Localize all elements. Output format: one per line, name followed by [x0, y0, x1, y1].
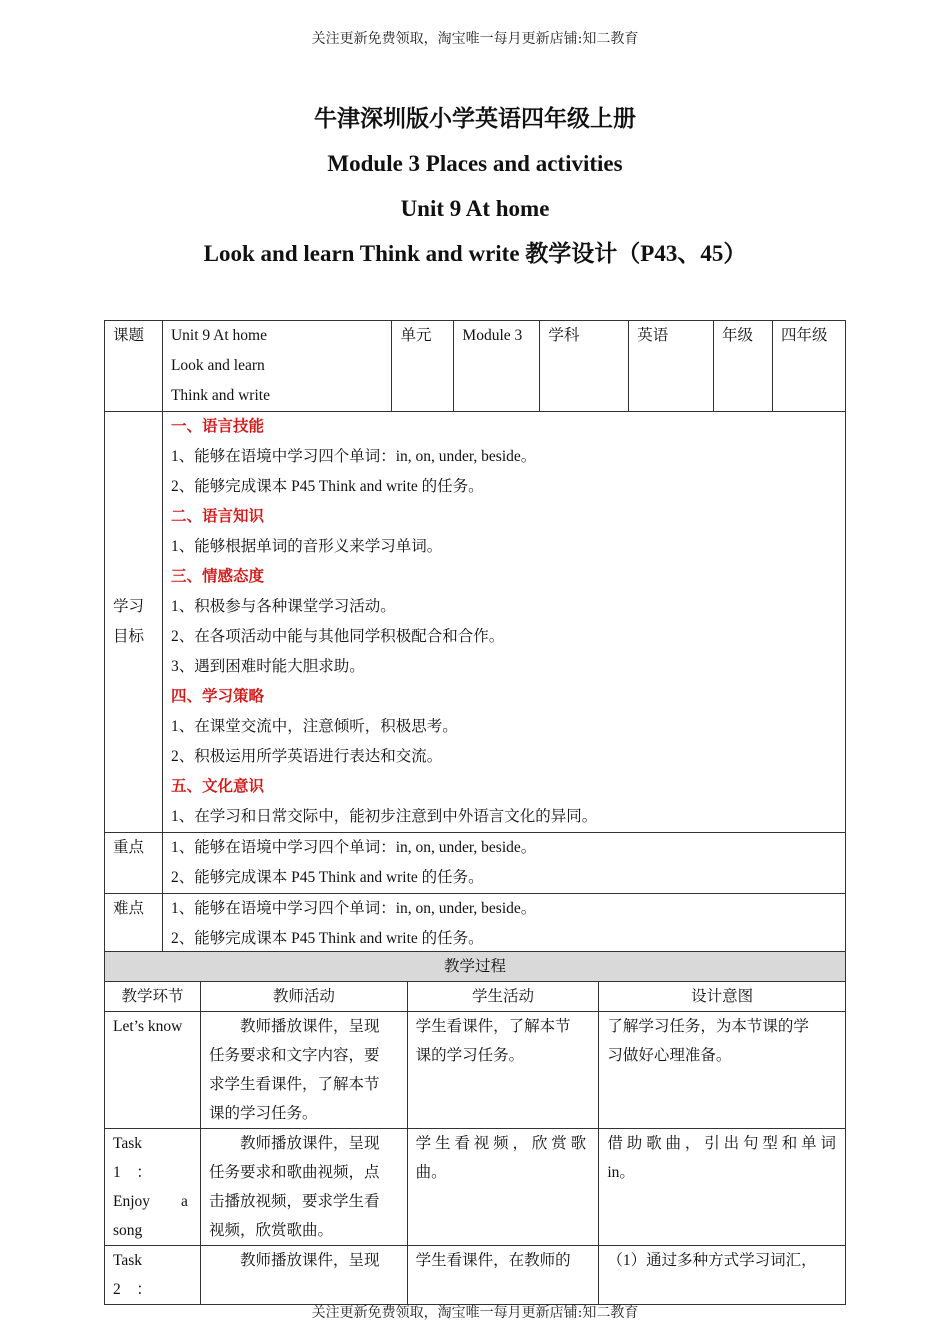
goal-heading: 三、情感态度	[170, 568, 264, 585]
topic-line: Unit 9 At home	[170, 327, 267, 344]
student-cell: 学生看课件，了解本节 课的学习任务。	[407, 1012, 599, 1129]
topic-line: Look and learn	[170, 357, 265, 374]
key-points-content	[162, 833, 845, 894]
title-line-1: 牛津深圳版小学英语四年级上册	[314, 106, 636, 131]
difficulties-content	[162, 894, 845, 955]
student-cell: 学生看课件，在教师的	[407, 1246, 599, 1305]
goal-item: 1、能够在语境中学习四个单词：in, on, under, beside。	[170, 448, 537, 465]
title-line-3: Unit 9 At home	[400, 196, 550, 221]
goal-item: 1、积极参与各种课堂学习活动。	[170, 598, 396, 615]
document-title-block	[0, 96, 950, 276]
teacher-cell: 教师播放课件，呈现	[200, 1246, 407, 1305]
stage-cell: Let’s know	[105, 1012, 201, 1129]
title-line-2: Module 3 Places and activities	[327, 151, 623, 176]
goals-label: 学习 目标	[105, 412, 163, 833]
unit-label: 单元	[392, 321, 454, 412]
intent-cell: 了解学习任务，为本节课的学 习做好心理准备。	[599, 1012, 846, 1129]
stage-cell: Task 2 ：	[105, 1246, 201, 1305]
goal-item: 1、能够根据单词的音形义来学习单词。	[170, 538, 443, 555]
student-cell: 学 生 看 视 频 ， 欣 赏 歌 曲。	[407, 1129, 599, 1246]
column-header-student: 学生活动	[407, 982, 599, 1012]
grade-value: 四年级	[773, 321, 846, 412]
lesson-info-table	[104, 320, 846, 955]
difficulties-label: 难点	[105, 894, 163, 955]
goals-content	[162, 412, 845, 833]
process-title-row	[105, 952, 846, 982]
goal-heading: 四、学习策略	[170, 688, 264, 705]
teacher-cell: 教师播放课件，呈现 任务要求和歌曲视频，点 击播放视频，要求学生看 视频，欣赏歌曲。	[200, 1129, 407, 1246]
process-row	[105, 1012, 846, 1129]
intent-cell: （1）通过多种方式学习词汇，	[599, 1246, 846, 1305]
key-points-row	[105, 833, 846, 894]
goals-row	[105, 412, 846, 833]
goal-heading: 五、文化意识	[170, 778, 264, 795]
goal-item: 1、在学习和日常交际中，能初步注意到中外语言文化的异同。	[170, 808, 598, 825]
column-header-stage: 教学环节	[105, 982, 201, 1012]
stage-cell: Task 1 ： Enjoy a song	[105, 1129, 201, 1246]
key-point-item: 1、能够在语境中学习四个单词：in, on, under, beside。	[170, 839, 537, 856]
teaching-process-table	[104, 951, 846, 1305]
key-point-item: 2、能够完成课本 P45 Think and write 的任务。	[170, 869, 484, 886]
goal-item: 3、遇到困难时能大胆求助。	[170, 658, 365, 675]
goal-item: 2、积极运用所学英语进行表达和交流。	[170, 748, 443, 765]
goal-heading: 一、语言技能	[170, 418, 264, 435]
unit-value: Module 3	[454, 321, 540, 412]
goal-item: 2、能够完成课本 P45 Think and write 的任务。	[170, 478, 484, 495]
process-header-row	[105, 982, 846, 1012]
intent-cell: 借 助 歌 曲 ， 引 出 句 型 和 单 词 in。	[599, 1129, 846, 1246]
difficulty-item: 2、能够完成课本 P45 Think and write 的任务。	[170, 930, 484, 947]
process-title: 教学过程	[105, 952, 846, 982]
goal-item: 2、在各项活动中能与其他同学积极配合和合作。	[170, 628, 505, 645]
page-footer: 关注更新免费领取，淘宝唯一每月更新店铺:知二教育	[311, 1305, 639, 1321]
teacher-cell: 教师播放课件，呈现 任务要求和文字内容，要 求学生看课件，了解本节 课的学习任务。	[200, 1012, 407, 1129]
goal-item: 1、在课堂交流中，注意倾听，积极思考。	[170, 718, 458, 735]
process-row	[105, 1246, 846, 1305]
process-row	[105, 1129, 846, 1246]
info-row	[105, 321, 846, 412]
difficulty-item: 1、能够在语境中学习四个单词：in, on, under, beside。	[170, 900, 537, 917]
page-header: 关注更新免费领取，淘宝唯一每月更新店铺:知二教育	[311, 31, 639, 47]
grade-label: 年级	[714, 321, 773, 412]
column-header-teacher: 教师活动	[200, 982, 407, 1012]
goal-heading: 二、语言知识	[170, 508, 264, 525]
difficulties-row	[105, 894, 846, 955]
topic-label: 课题	[105, 321, 163, 412]
key-points-label: 重点	[105, 833, 163, 894]
topic-value	[162, 321, 392, 412]
topic-line: Think and write	[170, 387, 270, 404]
subject-label: 学科	[540, 321, 629, 412]
subject-value: 英语	[629, 321, 714, 412]
column-header-intent: 设计意图	[599, 982, 846, 1012]
title-line-4: Look and learn Think and write 教学设计（P43、45）	[203, 241, 747, 266]
